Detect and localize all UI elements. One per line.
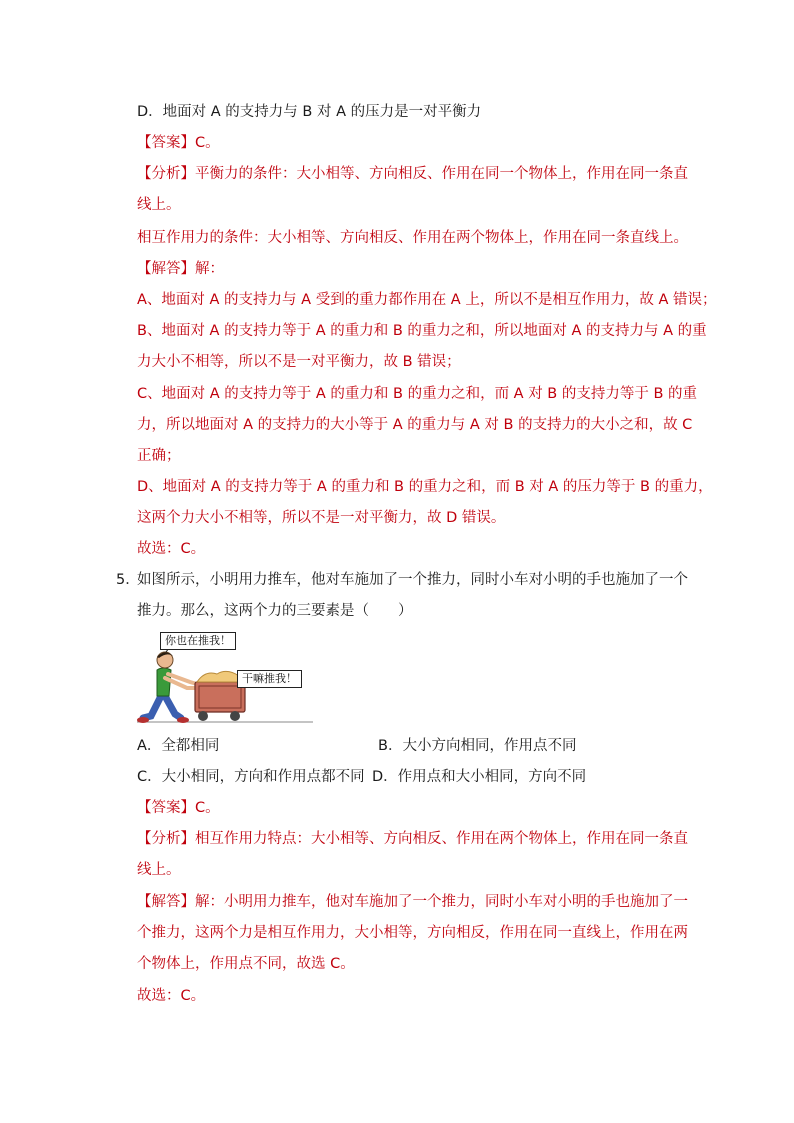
solution-text: 力，所以地面对 A 的支持力的大小等于 A 的重力与 A 对 B 的支持力的大小之和，故 C (137, 417, 693, 433)
answer-value: C。 (195, 800, 220, 816)
solution-text: 个物体上，作用点不同，故选 C。 (137, 956, 355, 972)
solution-tag: 【解答】 (137, 261, 195, 277)
answer-tag: 【答案】 (137, 800, 195, 816)
solution-text: B、地面对 A 的支持力等于 A 的重力和 B 的重力之和，所以地面对 A 的支持力与 A 的重 (137, 323, 707, 339)
solution-text: 这两个力大小不相等，所以不是一对平衡力，故 D 错误。 (137, 510, 506, 526)
analysis-line (137, 164, 688, 184)
answer-line (137, 133, 220, 153)
solution-text: D、地面对 A 的支持力等于 A 的重力和 B 的重力之和，而 B 对 A 的压力等于 B 的重力， (137, 479, 713, 495)
option-d: D．地面对 A 的支持力与 B 对 A 的压力是一对平衡力 (137, 104, 482, 120)
analysis-text: 线上。 (137, 197, 181, 213)
option-c: C．大小相同，方向和作用点都不同 (137, 769, 365, 785)
solution-text: 解：小明用力推车，他对车施加了一个推力，同时小车对小明的手也施加了一 (195, 894, 688, 910)
solution-text: 个推力，这两个力是相互作用力，大小相等，方向相反，作用在同一直线上，作用在两 (137, 925, 688, 941)
speech-bubble-boy: 你也在推我！ (160, 632, 236, 650)
question-stem: 推力。那么，这两个力的三要素是（ ） (137, 603, 413, 619)
option-b: B．大小方向相同，作用点不同 (378, 738, 577, 754)
option-a: A．全都相同 (137, 738, 220, 754)
analysis-text: 相互作用力的条件：大小相等、方向相反、作用在两个物体上，作用在同一条直线上。 (137, 230, 688, 246)
speech-bubble-cart: 干嘛推我！ (237, 670, 302, 688)
solution-line (137, 892, 688, 912)
solution-text: 力大小不相等，所以不是一对平衡力，故 B 错误； (137, 354, 461, 370)
question-stem: 如图所示，小明用力推车，他对车施加了一个推力，同时小车对小明的手也施加了一个 (137, 572, 688, 588)
analysis-line (137, 829, 688, 849)
final-choice: 故选：C。 (137, 541, 206, 557)
option-d: D．作用点和大小相同，方向不同 (372, 769, 587, 785)
final-choice: 故选：C。 (137, 988, 206, 1004)
analysis-text: 平衡力的条件：大小相等、方向相反、作用在同一个物体上，作用在同一条直 (195, 166, 688, 182)
solution-text: 正确； (137, 448, 181, 464)
analysis-text: 相互作用力特点：大小相等、方向相反、作用在两个物体上，作用在同一条直 (195, 831, 688, 847)
answer-line (137, 798, 220, 818)
figure-boy-pushing-cart (135, 630, 315, 730)
solution-tag: 【解答】 (137, 894, 195, 910)
answer-tag: 【答案】 (137, 135, 195, 151)
analysis-tag: 【分析】 (137, 166, 195, 182)
answer-value: C。 (195, 135, 220, 151)
solution-line (137, 259, 224, 279)
question-number: 5． (116, 572, 140, 588)
analysis-text: 线上。 (137, 862, 181, 878)
analysis-tag: 【分析】 (137, 831, 195, 847)
solution-text: A、地面对 A 的支持力与 A 受到的重力都作用在 A 上，所以不是相互作用力，故 A 错误； (137, 292, 717, 308)
solution-text: C、地面对 A 的支持力等于 A 的重力和 B 的重力之和，而 A 对 B 的支持力等于 B 的重 (137, 386, 698, 402)
solution-lead: 解： (195, 261, 224, 277)
